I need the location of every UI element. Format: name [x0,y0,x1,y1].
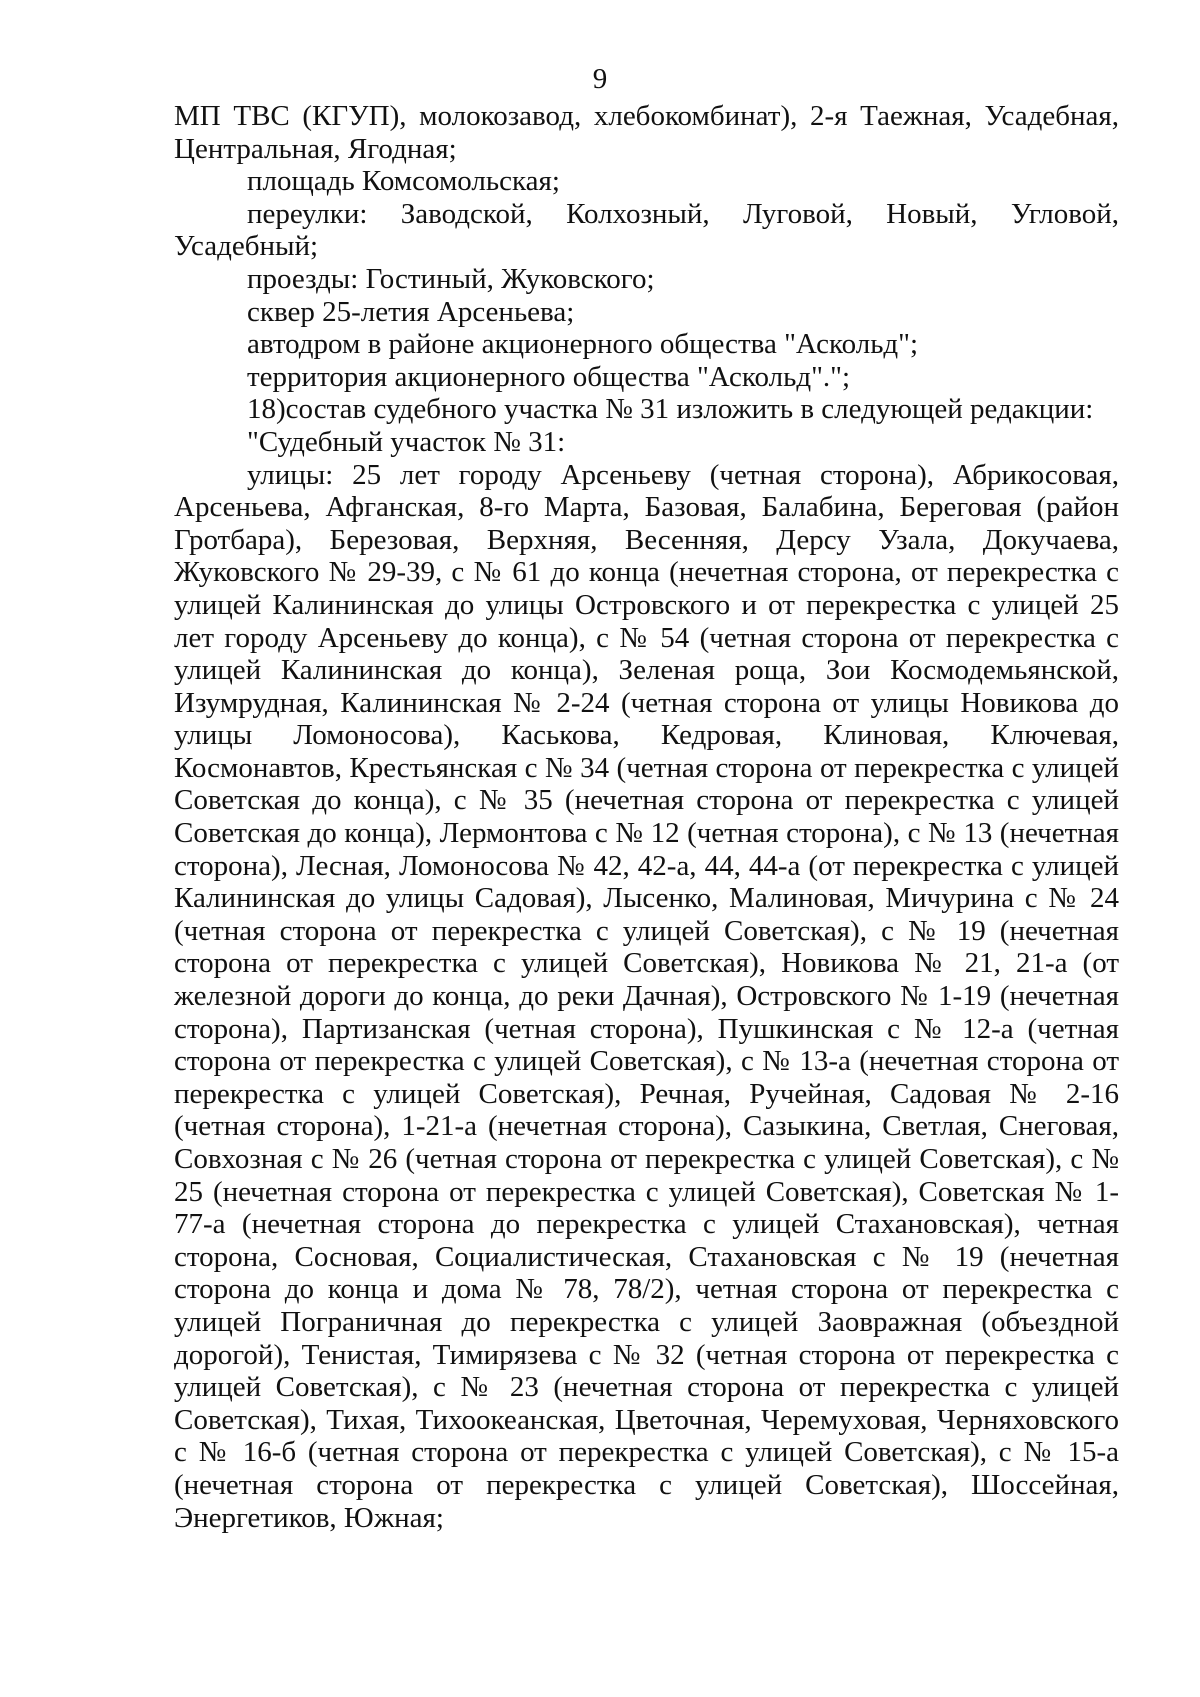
paragraph-lanes: переулки: Заводской, Колхозный, Луговой, Новый, Угловой, Усадебный; [174,197,1119,263]
paragraph-court-district-streets: улицы: 25 лет городу Арсеньеву (четная сторона), Абрикосовая, Арсеньева, Афганская, 8-го Марта, Базовая, Балабина, Береговая (район Гротбара), Березовая, Верхняя, Весенняя, Дерсу Узала, Докучаева, Жуковского № 29-39, с № 61 до конца (нечетная сторона, от перекрестка с улицей Калининская до улицы Островского и от перекрестка с улицей 25 лет городу Арсеньеву до конца), с № 54 (четная сторона от перекрестка с улицей Калининская до конца), Зеленая роща, Зои Космодемьянской, Изумрудная, Калининская № 2-24 (четная сторона от улицы Новикова до улицы Ломоносова), Каськова, Кедровая, Клиновая, Ключевая, Космонавтов, Крестьянская с № 34 (четная сторона от перекрестка с улицей Советская до конца), с № 35 (нечетная сторона от перекрестка с улицей Советская до конца), Лермонтова с № 12 (четная сторона), с № 13 (нечетная сторона), Лесная, Ломоносова № 42, 42-а, 44, 44-а (от перекрестка с улицей Калининская до улицы Садовая), Лысенко, Малиновая, Мичурина с № 24 (четная сторона от перекрестка с улицей Советская), с № 19 (нечетная сторона от перекрестка с улицей Советская), Новикова № 21, 21-а (от железной дороги до конца, до реки Дачная), Островского № 1-19 (нечетная сторона), Партизанская (четная сторона), Пушкинская с № 12-а (четная сторона от перекрестка с улицей Советская), с № 13-а (нечетная сторона от перекрестка с улицей Советская), Речная, Ручейная, Садовая № 2-16 (четная сторона), 1-21-а (нечетная сторона), Сазыкина, Светлая, Снеговая, Совхозная с № 26 (четная сторона от перекрестка с улицей Советская), с № 25 (нечетная сторона от перекрестка с улицей Советская), Советская № 1-77-а (нечетная сторона до перекрестка с улицей Стахановская), четная сторона, Сосновая, Социалистическая, Стахановская с № 19 (нечетная сторона до конца и дома № 78, 78/2), четная сторона от перекрестка с улицей Пограничная до перекрестка с улицей Заовражная (объездной дорогой), Тенистая, Тимирязева с № 32 (четная сторона от перекрестка с улицей Советская), с № 23 (нечетная сторона от перекрестка с улицей Советская), Тихая, Тихоокеанская, Цветочная, Черемуховая, Черняховского с № 16-б (четная сторона от перекрестка с улицей Советская), с № 15-а (нечетная сторона от перекрестка с улицей Советская), Шоссейная, Энергетиков, Южная; [174,458,1119,1534]
paragraph-court-district-title: "Судебный участок № 31: [247,425,566,458]
paragraph-passages: проезды: Гостиный, Жуковского; [247,262,655,295]
paragraph-autodrome: автодром в районе акционерного общества "Аскольд"; [247,328,919,361]
paragraph-territory: территория акционерного общества "Аскольд"."; [247,360,851,393]
paragraph-square: площадь Комсомольская; [247,165,560,198]
page-number: 9 [592,63,608,95]
document-body [174,100,1119,1534]
paragraph-park: сквер 25-летия Арсеньева; [247,295,575,328]
paragraph-item-18: 18)состав судебного участка № 31 изложить в следующей редакции: [247,393,1094,426]
paragraph-streets-continued: МП ТВС (КГУП), молокозавод, хлебокомбинат), 2-я Таежная, Усадебная, Центральная, Ягодная; [174,100,1119,165]
